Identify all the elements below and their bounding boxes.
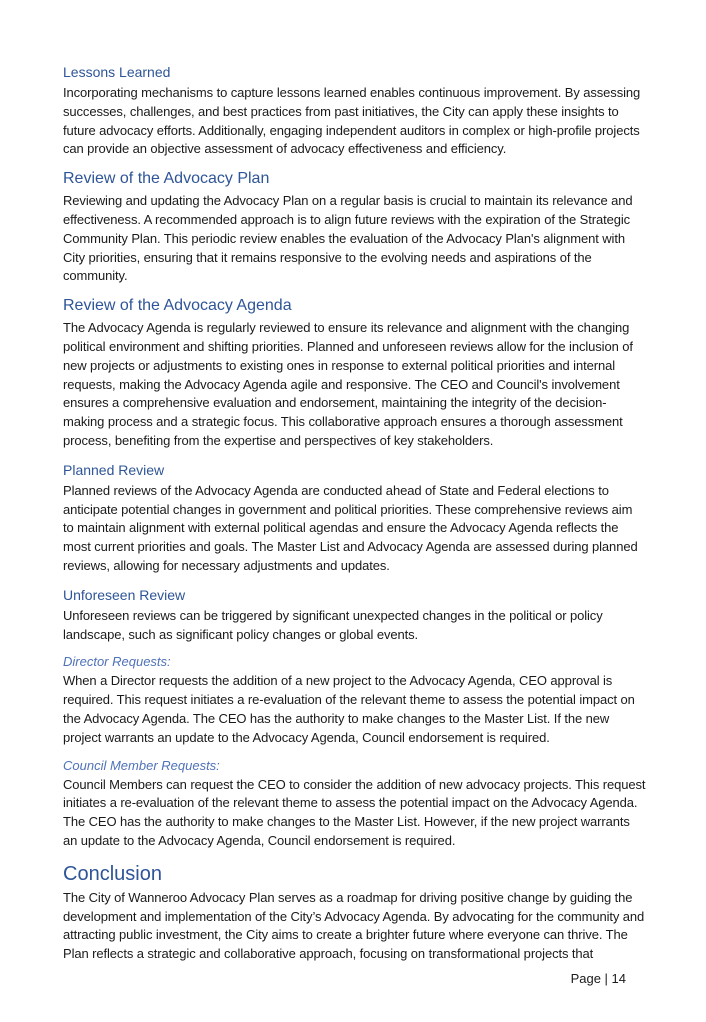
section-heading: Director Requests:	[63, 654, 171, 670]
section-heading: Unforeseen Review	[63, 586, 186, 603]
section-heading: Lessons Learned	[63, 64, 171, 80]
section-conclusion	[63, 861, 646, 964]
section-body: The Advocacy Agenda is regularly reviewed to ensure its relevance and alignment with the changing political environment and shifting priorities. Planned and unforeseen reviews allow for the inclusion of new projects or adjustments to existing ones in response to external political priorities and internal requests, making the Advocacy Agenda agile and responsive. The CEO and Council's involvement ensures a comprehensive evaluation and endorsement, maintaining the integrity of the decision-making process and a strategic focus. This collaborative approach ensures a thorough assessment process, benefiting from the expertise and perspectives of key stakeholders.	[63, 320, 633, 448]
document-page	[63, 62, 646, 973]
section-planned-review	[63, 460, 646, 576]
section-body: When a Director requests the addition of a new project to the Advocacy Agenda, CEO approval is required. This request initiates a re-evaluation of the relevant theme to assess the potential impact on the Advocacy Agenda. The CEO has the authority to make changes to the Master List. If the new project warrants an update to the Advocacy Agenda, Council endorsement is required.	[63, 673, 635, 745]
section-body: Reviewing and updating the Advocacy Plan on a regular basis is crucial to maintain its relevance and effectiveness. A recommended approach is to align future reviews with the expiration of the Strategic Community Plan. This periodic review enables the evaluation of the Advocacy Plan's alignment with City priorities, ensuring that it remains responsive to the evolving needs and aspirations of the community.	[63, 193, 633, 284]
section-director-requests	[63, 653, 646, 747]
section-council-member-requests	[63, 757, 646, 851]
section-body: Council Members can request the CEO to consider the addition of new advocacy projects. This request initiates a re-evaluation of the relevant theme to assess the potential impact on the Advocacy Agenda. The CEO has the authority to make changes to the Master List. However, if the new project warrants an update to the Advocacy Agenda, Council endorsement is required.	[63, 776, 646, 848]
section-body: Unforeseen reviews can be triggered by significant unexpected changes in the political or policy landscape, such as significant policy changes or global events.	[63, 607, 603, 642]
section-unforeseen-review	[63, 585, 646, 645]
section-heading: Conclusion	[63, 862, 162, 885]
section-review-advocacy-plan	[63, 168, 646, 286]
section-heading: Planned Review	[63, 461, 165, 478]
section-heading: Council Member Requests:	[63, 757, 220, 773]
section-lessons-learned	[63, 62, 646, 159]
section-heading: Review of the Advocacy Agenda	[63, 297, 292, 315]
section-heading: Review of the Advocacy Plan	[63, 170, 270, 188]
section-review-advocacy-agenda	[63, 295, 646, 451]
section-body: Incorporating mechanisms to capture lessons learned enables continuous improvement. By assessing successes, challenges, and best practices from past initiatives, the City can apply these insights to future advocacy efforts. Additionally, engaging independent auditors in complex or high-profile projects can provide an objective assessment of advocacy effectiveness and efficiency.	[63, 85, 641, 157]
section-body: Planned reviews of the Advocacy Agenda are conducted ahead of State and Federal elections to anticipate potential changes in government and political priorities. These comprehensive reviews aim to maintain alignment with external political agendas and ensure the Advocacy Agenda reflects the most current priorities and goals. The Master List and Advocacy Agenda are assessed during planned reviews, allowing for necessary adjustments and updates.	[63, 482, 638, 573]
page-number: Page | 14	[570, 971, 626, 986]
section-body: The City of Wanneroo Advocacy Plan serves as a roadmap for driving positive change by guiding the development and implementation of the City’s Advocacy Agenda. By advocating for the community and attracting public investment, the City aims to create a brighter future where everyone can thrive. The Plan reflects a strategic and collaborative approach, focusing on transformational projects that	[63, 889, 645, 962]
